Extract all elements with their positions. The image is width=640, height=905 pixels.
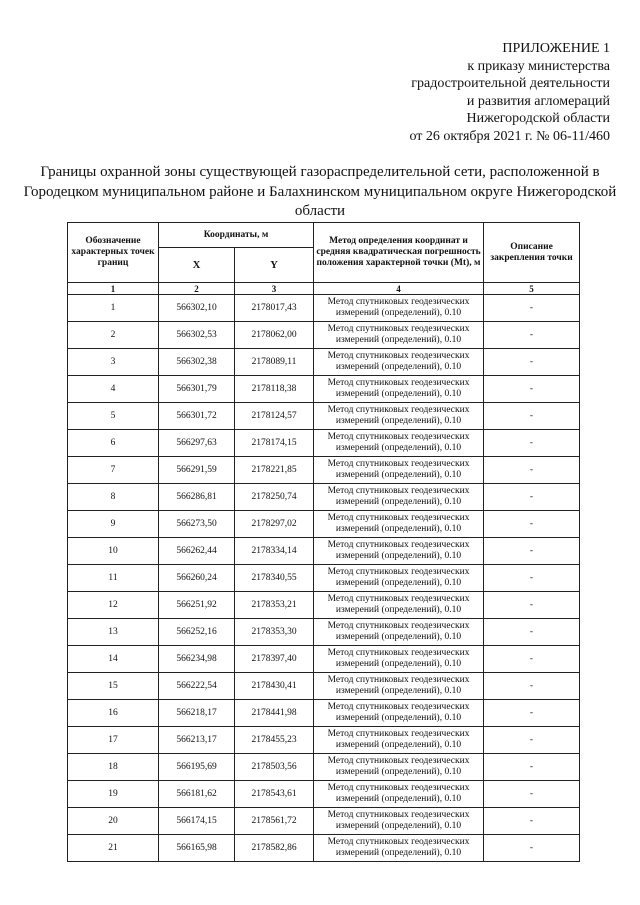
header-description: Описание закрепления точки <box>484 223 580 283</box>
column-number: 2 <box>159 283 235 295</box>
description-cell: - <box>484 592 580 619</box>
x-coordinate-cell: 566260,24 <box>159 565 235 592</box>
table-row <box>68 835 580 862</box>
point-number-cell: 10 <box>68 538 159 565</box>
description-cell: - <box>484 808 580 835</box>
method-cell: Метод спутниковых геодезических измерений (определений), 0.10 <box>314 322 484 349</box>
method-cell: Метод спутниковых геодезических измерений (определений), 0.10 <box>314 376 484 403</box>
column-number-row <box>68 283 580 295</box>
y-coordinate-cell: 2178582,86 <box>235 835 314 862</box>
x-coordinate-cell: 566252,16 <box>159 619 235 646</box>
point-number-cell: 8 <box>68 484 159 511</box>
method-cell: Метод спутниковых геодезических измерений (определений), 0.10 <box>314 619 484 646</box>
point-number-cell: 12 <box>68 592 159 619</box>
description-cell: - <box>484 727 580 754</box>
x-coordinate-cell: 566302,38 <box>159 349 235 376</box>
table-row <box>68 484 580 511</box>
y-coordinate-cell: 2178561,72 <box>235 808 314 835</box>
method-cell: Метод спутниковых геодезических измерений (определений), 0.10 <box>314 511 484 538</box>
point-number-cell: 20 <box>68 808 159 835</box>
x-coordinate-cell: 566165,98 <box>159 835 235 862</box>
method-cell: Метод спутниковых геодезических измерений (определений), 0.10 <box>314 403 484 430</box>
table-row <box>68 754 580 781</box>
table-row <box>68 403 580 430</box>
method-cell: Метод спутниковых геодезических измерений (определений), 0.10 <box>314 808 484 835</box>
method-cell: Метод спутниковых геодезических измерений (определений), 0.10 <box>314 646 484 673</box>
method-cell: Метод спутниковых геодезических измерений (определений), 0.10 <box>314 349 484 376</box>
y-coordinate-cell: 2178297,02 <box>235 511 314 538</box>
x-coordinate-cell: 566297,63 <box>159 430 235 457</box>
appendix-line: градостроительной деятельности <box>411 76 610 92</box>
point-number-cell: 5 <box>68 403 159 430</box>
description-cell: - <box>484 322 580 349</box>
x-coordinate-cell: 566262,44 <box>159 538 235 565</box>
description-cell: - <box>484 538 580 565</box>
method-cell: Метод спутниковых геодезических измерений (определений), 0.10 <box>314 673 484 700</box>
header-x: X <box>159 248 235 283</box>
x-coordinate-cell: 566222,54 <box>159 673 235 700</box>
x-coordinate-cell: 566218,17 <box>159 700 235 727</box>
point-number-cell: 13 <box>68 619 159 646</box>
x-coordinate-cell: 566286,81 <box>159 484 235 511</box>
x-coordinate-cell: 566234,98 <box>159 646 235 673</box>
point-number-cell: 6 <box>68 430 159 457</box>
y-coordinate-cell: 2178430,41 <box>235 673 314 700</box>
description-cell: - <box>484 619 580 646</box>
description-cell: - <box>484 673 580 700</box>
y-coordinate-cell: 2178503,56 <box>235 754 314 781</box>
point-number-cell: 2 <box>68 322 159 349</box>
y-coordinate-cell: 2178062,00 <box>235 322 314 349</box>
header-coordinates: Координаты, м <box>159 223 314 248</box>
method-cell: Метод спутниковых геодезических измерений (определений), 0.10 <box>314 457 484 484</box>
table-row <box>68 430 580 457</box>
x-coordinate-cell: 566251,92 <box>159 592 235 619</box>
description-cell: - <box>484 565 580 592</box>
table-row <box>68 592 580 619</box>
method-cell: Метод спутниковых геодезических измерений (определений), 0.10 <box>314 295 484 322</box>
y-coordinate-cell: 2178017,43 <box>235 295 314 322</box>
method-cell: Метод спутниковых геодезических измерений (определений), 0.10 <box>314 835 484 862</box>
method-cell: Метод спутниковых геодезических измерений (определений), 0.10 <box>314 700 484 727</box>
column-number: 5 <box>484 283 580 295</box>
method-cell: Метод спутниковых геодезических измерений (определений), 0.10 <box>314 484 484 511</box>
method-cell: Метод спутниковых геодезических измерений (определений), 0.10 <box>314 781 484 808</box>
appendix-header <box>230 40 610 146</box>
table-row <box>68 295 580 322</box>
y-coordinate-cell: 2178089,11 <box>235 349 314 376</box>
x-coordinate-cell: 566302,10 <box>159 295 235 322</box>
appendix-line: Нижегородской области <box>466 111 610 127</box>
column-number: 4 <box>314 283 484 295</box>
description-cell: - <box>484 700 580 727</box>
table-row <box>68 619 580 646</box>
table-row <box>68 700 580 727</box>
description-cell: - <box>484 349 580 376</box>
x-coordinate-cell: 566291,59 <box>159 457 235 484</box>
method-cell: Метод спутниковых геодезических измерений (определений), 0.10 <box>314 565 484 592</box>
y-coordinate-cell: 2178250,74 <box>235 484 314 511</box>
point-number-cell: 18 <box>68 754 159 781</box>
description-cell: - <box>484 646 580 673</box>
point-number-cell: 11 <box>68 565 159 592</box>
point-number-cell: 21 <box>68 835 159 862</box>
y-coordinate-cell: 2178455,23 <box>235 727 314 754</box>
table-row <box>68 565 580 592</box>
description-cell: - <box>484 376 580 403</box>
point-number-cell: 19 <box>68 781 159 808</box>
table-row <box>68 349 580 376</box>
description-cell: - <box>484 754 580 781</box>
description-cell: - <box>484 835 580 862</box>
point-number-cell: 9 <box>68 511 159 538</box>
y-coordinate-cell: 2178441,98 <box>235 700 314 727</box>
x-coordinate-cell: 566195,69 <box>159 754 235 781</box>
y-coordinate-cell: 2178221,85 <box>235 457 314 484</box>
y-coordinate-cell: 2178353,30 <box>235 619 314 646</box>
y-coordinate-cell: 2178118,38 <box>235 376 314 403</box>
header-y: Y <box>235 248 314 283</box>
header-method: Метод определения координат и средняя квадратическая погрешность положения характерной точки (Mt), м <box>314 223 484 283</box>
y-coordinate-cell: 2178340,55 <box>235 565 314 592</box>
description-cell: - <box>484 403 580 430</box>
method-cell: Метод спутниковых геодезических измерений (определений), 0.10 <box>314 592 484 619</box>
column-number: 3 <box>235 283 314 295</box>
method-cell: Метод спутниковых геодезических измерений (определений), 0.10 <box>314 538 484 565</box>
method-cell: Метод спутниковых геодезических измерений (определений), 0.10 <box>314 754 484 781</box>
table-row <box>68 322 580 349</box>
y-coordinate-cell: 2178397,40 <box>235 646 314 673</box>
appendix-line: и развития агломераций <box>466 93 610 109</box>
y-coordinate-cell: 2178124,57 <box>235 403 314 430</box>
point-number-cell: 1 <box>68 295 159 322</box>
point-number-cell: 7 <box>68 457 159 484</box>
x-coordinate-cell: 566213,17 <box>159 727 235 754</box>
appendix-line: ПРИЛОЖЕНИЕ 1 <box>502 41 610 56</box>
table-row <box>68 376 580 403</box>
table-row <box>68 781 580 808</box>
table-row <box>68 457 580 484</box>
y-coordinate-cell: 2178334,14 <box>235 538 314 565</box>
table-row <box>68 511 580 538</box>
description-cell: - <box>484 511 580 538</box>
description-cell: - <box>484 430 580 457</box>
y-coordinate-cell: 2178543,61 <box>235 781 314 808</box>
table-row <box>68 808 580 835</box>
header-designation: Обозначение характерных точек границ <box>68 223 159 283</box>
method-cell: Метод спутниковых геодезических измерений (определений), 0.10 <box>314 727 484 754</box>
point-number-cell: 4 <box>68 376 159 403</box>
point-number-cell: 16 <box>68 700 159 727</box>
table-row <box>68 646 580 673</box>
description-cell: - <box>484 484 580 511</box>
table-body <box>68 283 580 862</box>
x-coordinate-cell: 566273,50 <box>159 511 235 538</box>
column-number: 1 <box>68 283 159 295</box>
appendix-line: к приказу министерства <box>467 58 610 74</box>
method-cell: Метод спутниковых геодезических измерений (определений), 0.10 <box>314 430 484 457</box>
table-row <box>68 727 580 754</box>
point-number-cell: 14 <box>68 646 159 673</box>
appendix-line: от 26 октября 2021 г. № 06-11/460 <box>409 128 610 144</box>
point-number-cell: 15 <box>68 673 159 700</box>
description-cell: - <box>484 457 580 484</box>
x-coordinate-cell: 566301,72 <box>159 403 235 430</box>
y-coordinate-cell: 2178174,15 <box>235 430 314 457</box>
description-cell: - <box>484 781 580 808</box>
point-number-cell: 3 <box>68 349 159 376</box>
table-row <box>68 538 580 565</box>
x-coordinate-cell: 566181,62 <box>159 781 235 808</box>
y-coordinate-cell: 2178353,21 <box>235 592 314 619</box>
table-row <box>68 673 580 700</box>
point-number-cell: 17 <box>68 727 159 754</box>
document-title: Границы охранной зоны существующей газораспределительной сети, расположенной в Городецком муниципальном районе и Балахнинском муниципальном округе Нижегородской области <box>23 164 617 219</box>
coordinates-table <box>67 222 580 862</box>
x-coordinate-cell: 566301,79 <box>159 376 235 403</box>
x-coordinate-cell: 566174,15 <box>159 808 235 835</box>
x-coordinate-cell: 566302,53 <box>159 322 235 349</box>
description-cell: - <box>484 295 580 322</box>
